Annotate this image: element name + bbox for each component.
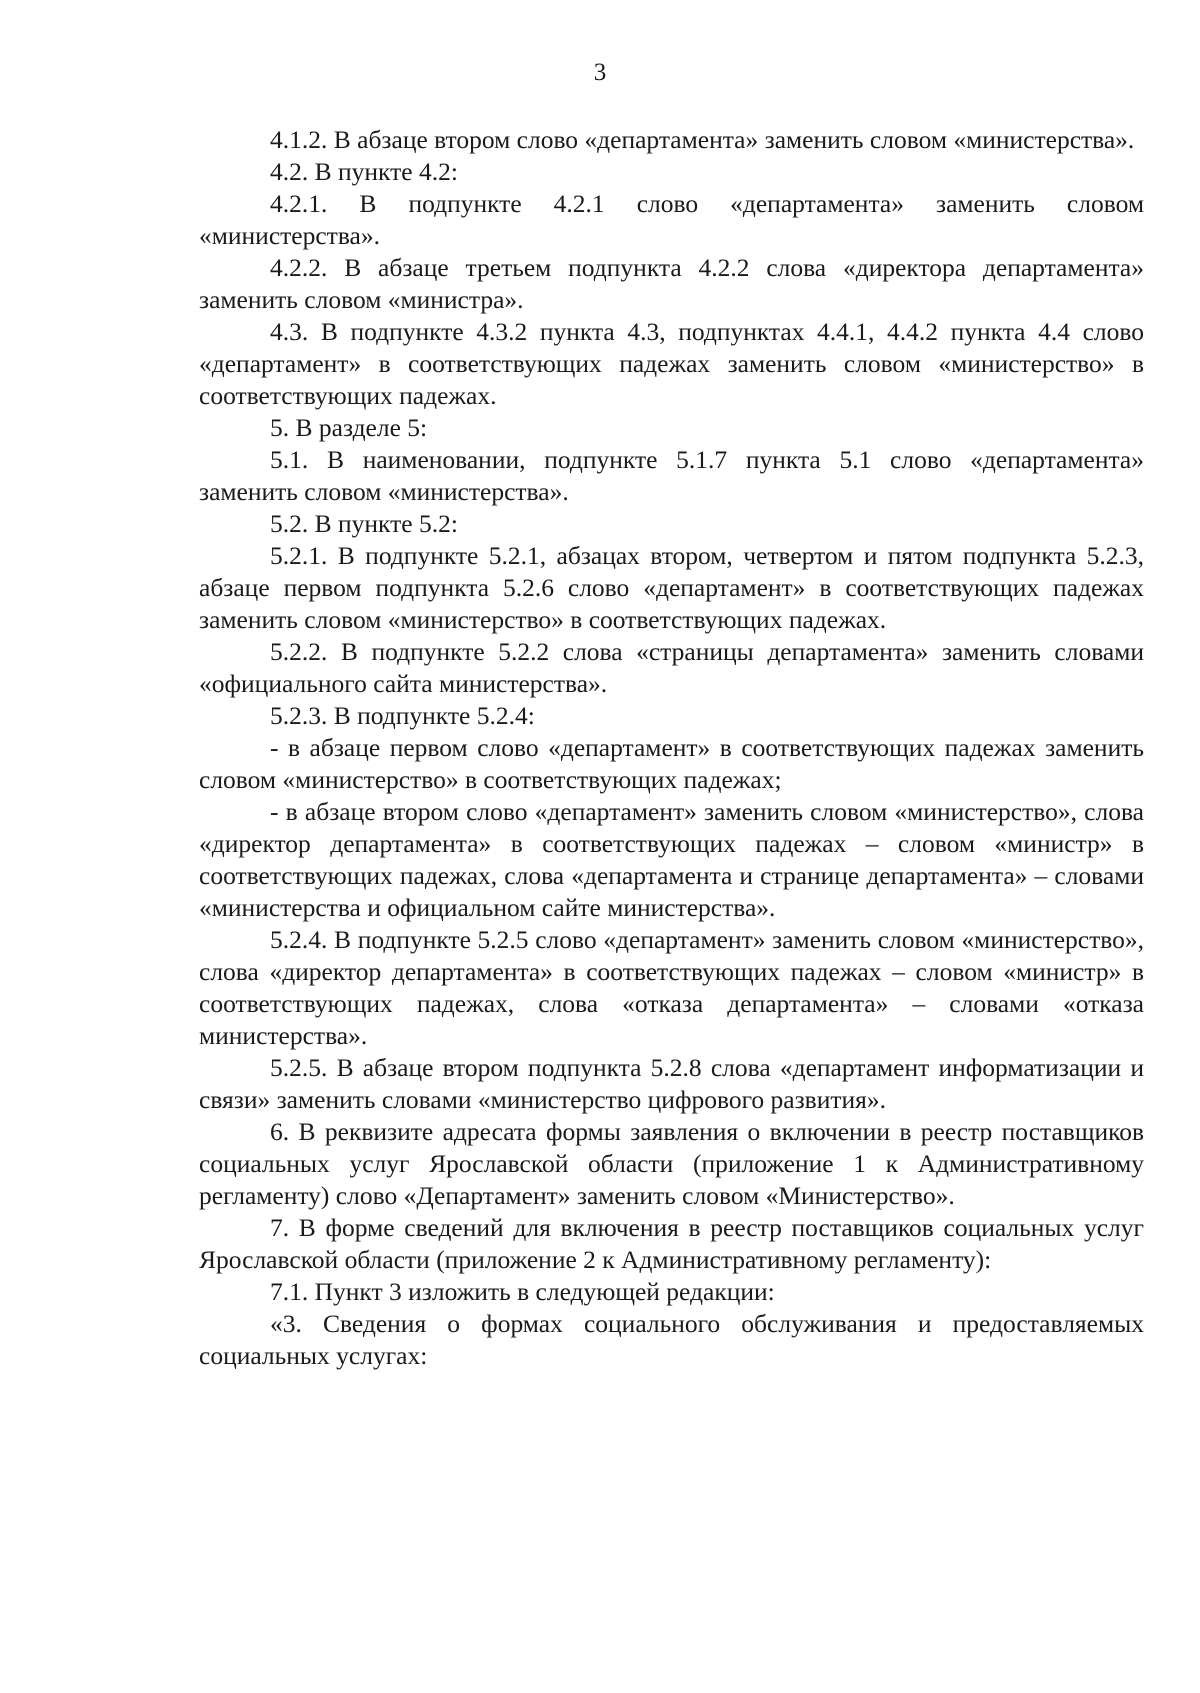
- paragraph-4-2-1: 4.2.1. В подпункте 4.2.1 слово «департамента» заменить словом «министерства».: [199, 189, 1144, 250]
- paragraph-5-2-3-item-1: - в абзаце первом слово «департамент» в соответствующих падежах заменить словом «министерство» в соответствующих падежах;: [199, 733, 1144, 794]
- paragraph-5-2-4: 5.2.4. В подпункте 5.2.5 слово «департамент» заменить словом «министерство», слова «директор департамента» в соответствующих падежах – словом «министр» в соответствующих падежах, слова «отказа департамента» – словами «отказа министерства».: [199, 925, 1144, 1050]
- paragraph-4-3: 4.3. В подпункте 4.3.2 пункта 4.3, подпунктах 4.4.1, 4.4.2 пункта 4.4 слово «департамент» в соответствующих падежах заменить словом «министерство» в соответствующих падежах.: [199, 317, 1144, 410]
- paragraph-3-quote: «3. Сведения о формах социального обслуживания и предоставляемых социальных услугах:: [199, 1309, 1144, 1370]
- paragraph-5-2-3-item-2: - в абзаце втором слово «департамент» заменить словом «министерство», слова «директор департамента» в соответствующих падежах – словом «министр» в соответствующих падежах, слова «департамента и странице департамента» – словами «министерства и официальном сайте министерства».: [199, 797, 1144, 922]
- paragraph-4-1-2: 4.1.2. В абзаце втором слово «департамента» заменить словом «министерства».: [270, 125, 1135, 154]
- paragraph-6: 6. В реквизите адресата формы заявления о включении в реестр поставщиков социальных услуг Ярославской области (приложение 1 к Административному регламенту) слово «Департамент» заменить словом «Министерство».: [199, 1117, 1144, 1210]
- paragraph-4-2: 4.2. В пункте 4.2:: [270, 157, 458, 186]
- page-number: 3: [593, 59, 607, 86]
- paragraph-5-2: 5.2. В пункте 5.2:: [270, 509, 458, 538]
- paragraph-5-2-1: 5.2.1. В подпункте 5.2.1, абзацах втором, четвертом и пятом подпункта 5.2.3, абзаце первом подпункта 5.2.6 слово «департамент» в соответствующих падежах заменить словом «министерство» в соответствующих падежах.: [199, 541, 1144, 634]
- paragraph-5-2-3: 5.2.3. В подпункте 5.2.4:: [270, 701, 535, 730]
- paragraph-5-2-5: 5.2.5. В абзаце втором подпункта 5.2.8 слова «департамент информатизации и связи» заменить словами «министерство цифрового развития».: [199, 1053, 1144, 1114]
- paragraph-4-2-2: 4.2.2. В абзаце третьем подпункта 4.2.2 слова «директора департамента» заменить словом «министра».: [199, 253, 1144, 314]
- paragraph-7: 7. В форме сведений для включения в реестр поставщиков социальных услуг Ярославской области (приложение 2 к Административному регламенту):: [199, 1213, 1144, 1274]
- paragraph-5-1: 5.1. В наименовании, подпункте 5.1.7 пункта 5.1 слово «департамента» заменить словом «министерства».: [199, 445, 1144, 506]
- paragraph-5-2-2: 5.2.2. В подпункте 5.2.2 слова «страницы департамента» заменить словами «официального сайта министерства».: [199, 637, 1144, 698]
- paragraph-5: 5. В разделе 5:: [270, 413, 428, 442]
- paragraph-7-1: 7.1. Пункт 3 изложить в следующей редакции:: [270, 1277, 775, 1306]
- document-body: [199, 124, 1144, 1372]
